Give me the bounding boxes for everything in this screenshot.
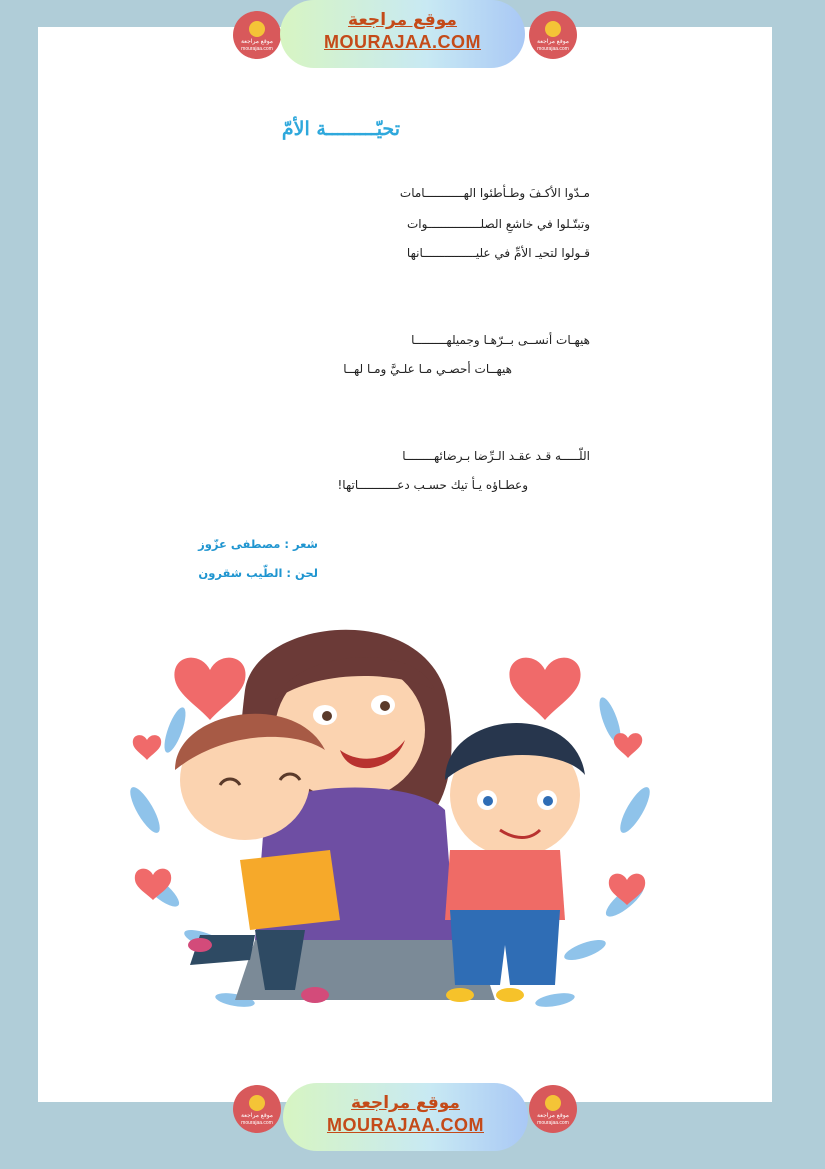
book-icon bbox=[249, 1095, 265, 1111]
verse-line: اللّـــــه قـد عقـد الـرِّضا بـرضائهــــــــا bbox=[402, 449, 590, 463]
site-banner-footer[interactable] bbox=[283, 1083, 528, 1151]
verse-line: قـولوا لتحيـ الأمِّ في عليـــــــــــــــانها bbox=[406, 246, 590, 260]
logo-badge-left: موقع مراجعة mourajaa.com bbox=[233, 1085, 281, 1133]
poem-title: تحيّـــــــــة الأمّ bbox=[281, 118, 400, 140]
logo-badge-right: موقع مراجعة mourajaa.com bbox=[529, 1085, 577, 1133]
boy-figure bbox=[445, 723, 585, 1002]
verse-line: هيهـات أنســى بــرّهـا وجميلهـــــــــا bbox=[411, 333, 590, 347]
poet-credit: شعر : مصطفى عزّوز bbox=[198, 537, 318, 551]
book-icon bbox=[545, 1095, 561, 1111]
book-icon bbox=[249, 21, 265, 37]
verse-line: هيهــات أحصـي مـا علـيَّ ومـا لهــا bbox=[343, 362, 512, 376]
logo-badge-left: موقع مراجعة mourajaa.com bbox=[233, 11, 281, 59]
composer-credit: لحن : الطّيب شقرون bbox=[198, 566, 318, 580]
site-banner-header[interactable] bbox=[280, 0, 525, 68]
verse-line: وعطـاؤه يـأ تيك حسـب دعـــــــــــاتها! bbox=[337, 478, 528, 492]
site-name-arabic[interactable]: موقع مراجعة bbox=[348, 10, 457, 30]
site-name-latin[interactable]: MOURAJAA.COM bbox=[324, 32, 481, 52]
site-name-arabic[interactable]: موقع مراجعة bbox=[351, 1093, 460, 1113]
verse-line: وتبتّـلوا في خاشعِ الصلـــــــــــــــوات bbox=[406, 217, 590, 231]
book-icon bbox=[545, 21, 561, 37]
logo-badge-right: موقع مراجعة mourajaa.com bbox=[529, 11, 577, 59]
site-name-latin[interactable]: MOURAJAA.COM bbox=[327, 1115, 484, 1135]
verse-line: مـدّوا الأكـفَ وطـأطئوا الهـــــــــــامات bbox=[399, 186, 590, 200]
mother-children-illustration bbox=[115, 610, 675, 1030]
